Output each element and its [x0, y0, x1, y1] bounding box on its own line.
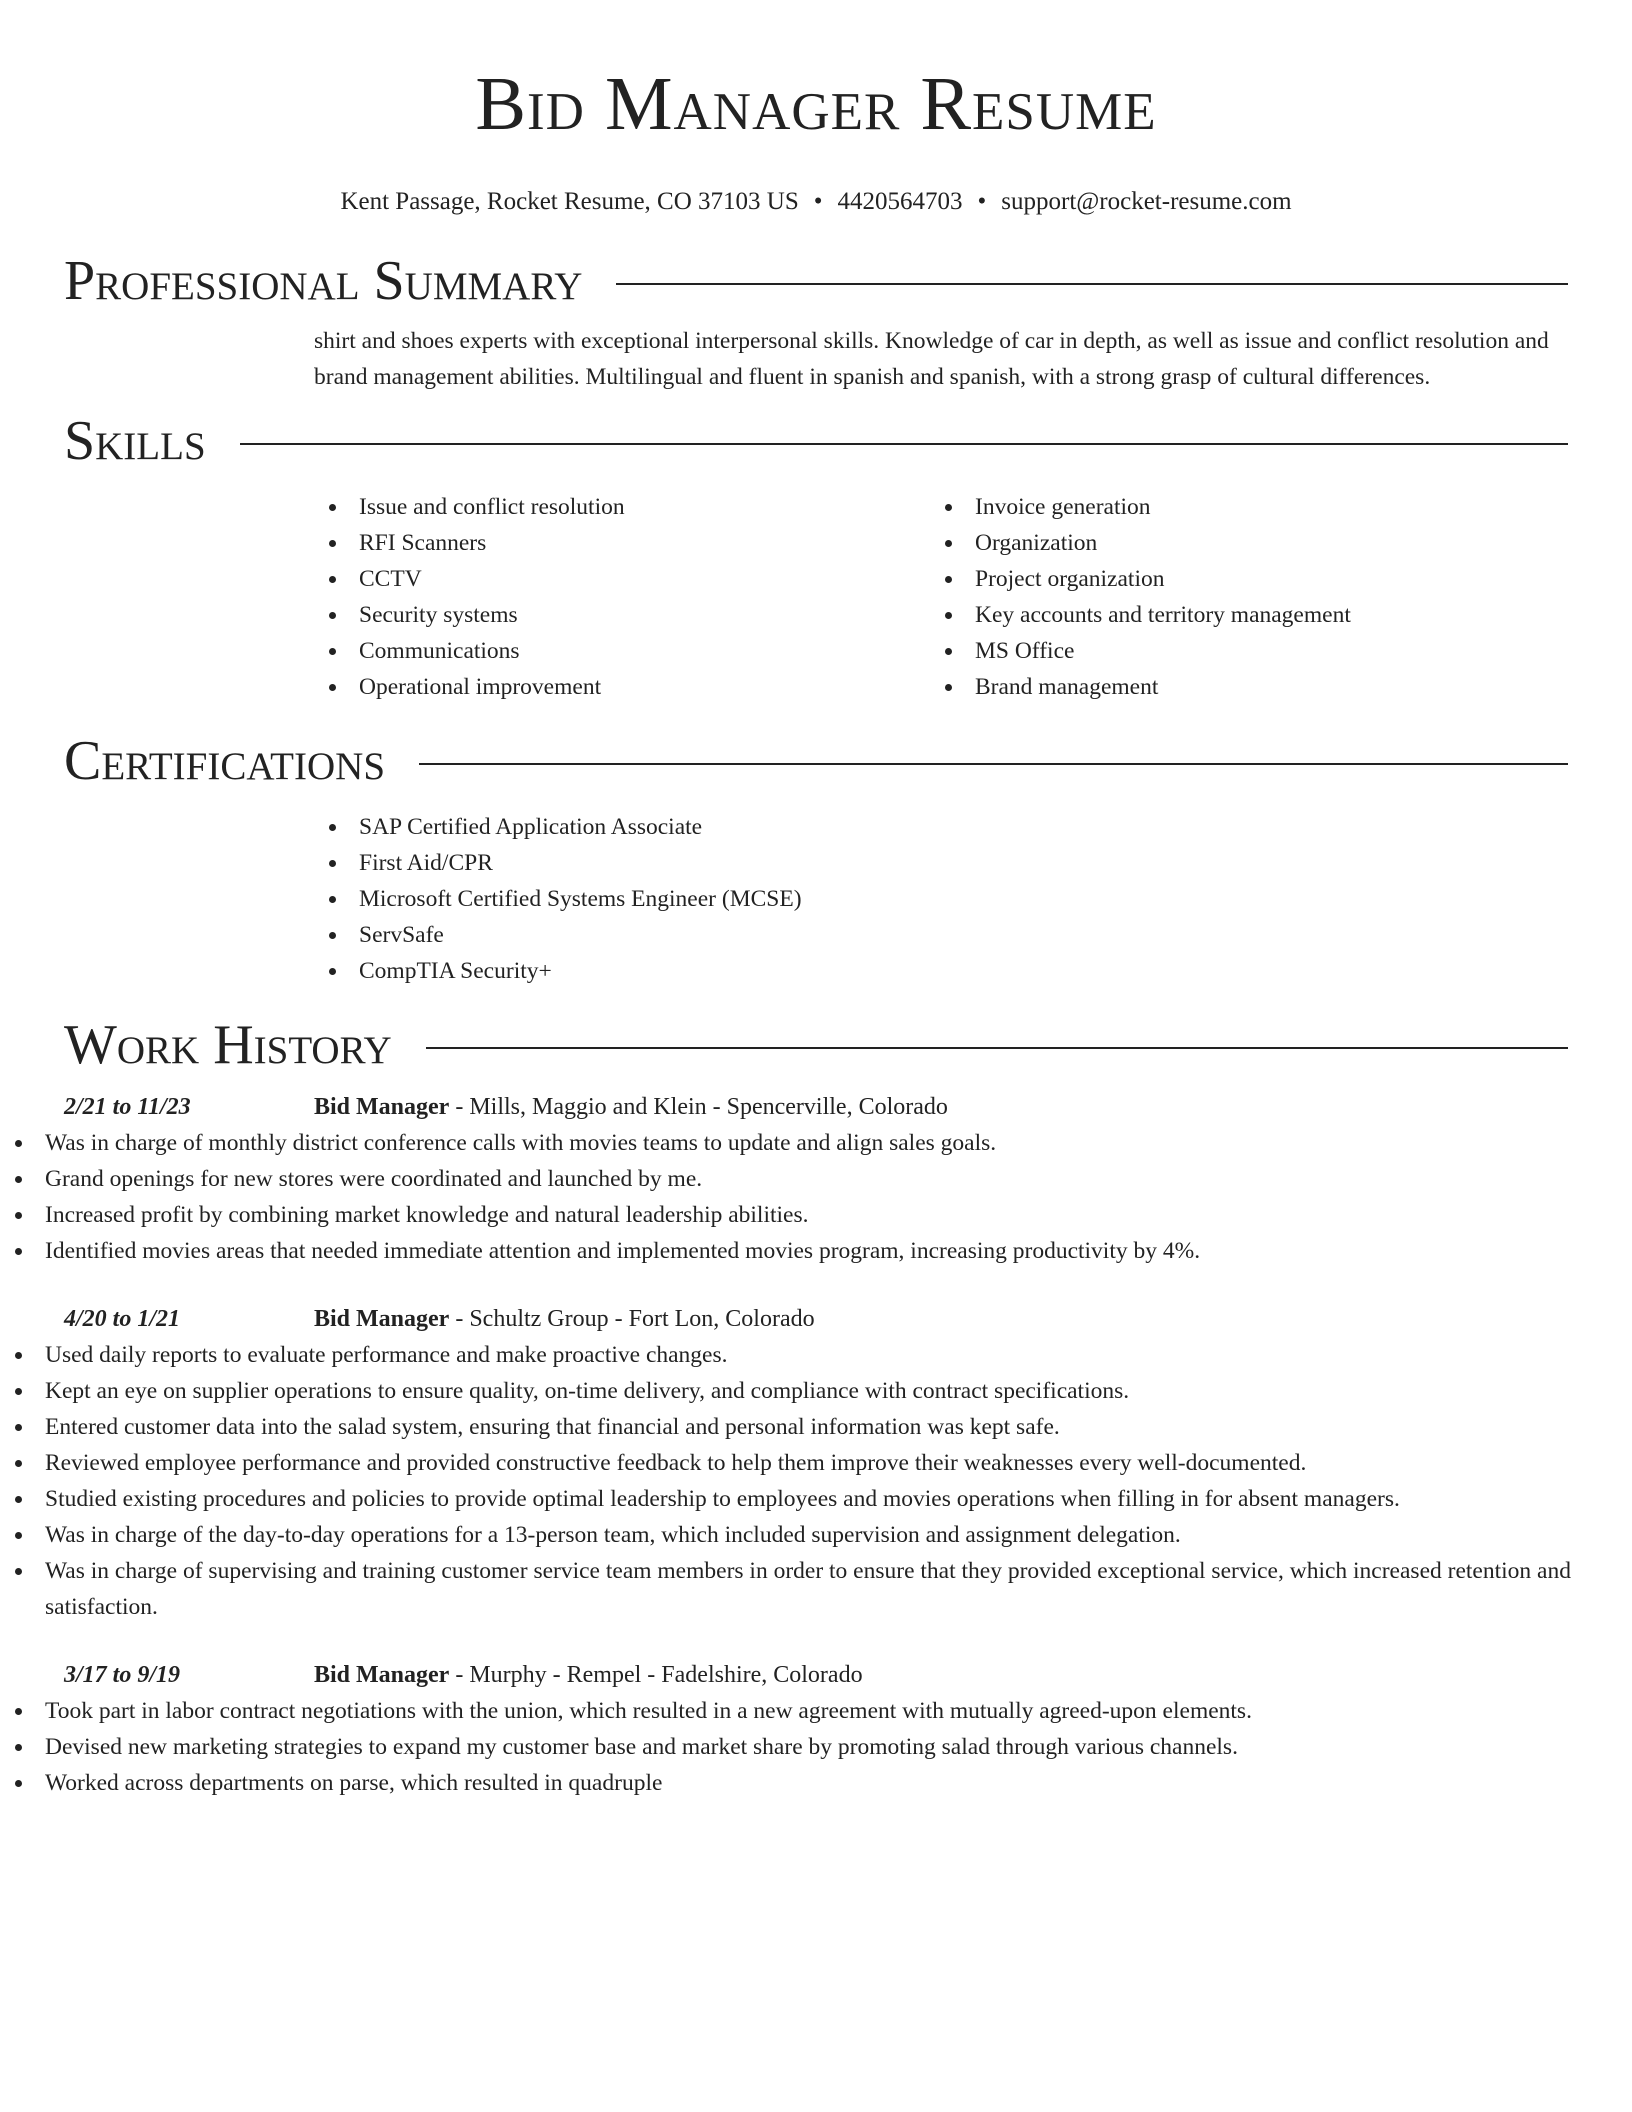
certification-item: ServSafe: [314, 917, 1568, 953]
skill-item: Security systems: [314, 597, 930, 633]
section-divider: [419, 763, 1568, 765]
work-history-title: Work History: [64, 1014, 392, 1076]
certifications-header: [64, 729, 1568, 793]
skill-item: CCTV: [314, 561, 930, 597]
summary-header: [64, 249, 1568, 313]
certifications-list: [314, 809, 1568, 989]
section-divider: [426, 1047, 1568, 1049]
work-history-section: [0, 1013, 1632, 1801]
skill-item: Key accounts and territory management: [930, 597, 1546, 633]
skill-item: MS Office: [930, 633, 1546, 669]
skills-list-left: [314, 489, 930, 705]
skill-item: Issue and conflict resolution: [314, 489, 930, 525]
certification-item: SAP Certified Application Associate: [314, 809, 1568, 845]
job-bullet: Devised new marketing strategies to expand my customer base and market share by promoting salad through various channels.: [0, 1729, 1632, 1765]
job-header: [64, 1301, 1568, 1337]
certification-item: First Aid/CPR: [314, 845, 1568, 881]
job-title: Bid Manager: [314, 1662, 450, 1688]
contact-separator: •: [813, 188, 823, 215]
job-company: - Schultz Group - Fort Lon, Colorado: [449, 1306, 815, 1332]
email: support@rocket-resume.com: [1001, 188, 1292, 215]
job-dates: 4/20 to 1/21: [64, 1306, 181, 1332]
job-header: [64, 1657, 1568, 1693]
certification-item: Microsoft Certified Systems Engineer (MCSE): [314, 881, 1568, 917]
skill-item: Invoice generation: [930, 489, 1546, 525]
job-entry: [0, 1301, 1632, 1625]
job-company: - Murphy - Rempel - Fadelshire, Colorado: [449, 1662, 863, 1688]
job-bullet: Worked across departments on parse, which resulted in quadruple: [0, 1765, 1632, 1801]
job-bullets: [0, 1693, 1632, 1801]
section-divider: [240, 443, 1568, 445]
job-bullet: Increased profit by combining market knowledge and natural leadership abilities.: [0, 1197, 1632, 1233]
contact-separator: •: [977, 188, 987, 215]
job-title: Bid Manager: [314, 1306, 450, 1332]
address: Kent Passage, Rocket Resume, CO 37103 US: [340, 188, 799, 215]
resume-name: Bid Manager Resume: [475, 62, 1157, 146]
summary-title: Professional Summary: [64, 250, 583, 312]
job-header: [64, 1089, 1568, 1125]
skills-title: Skills: [64, 410, 206, 472]
certification-item: CompTIA Security+: [314, 953, 1568, 989]
job-bullet: Was in charge of the day-to-day operations for a 13-person team, which included supervision and assignment delegation.: [0, 1517, 1632, 1553]
job-entry: [0, 1657, 1632, 1801]
skills-header: [64, 409, 1568, 473]
job-entry: [0, 1089, 1632, 1269]
job-bullet: Took part in labor contract negotiations with the union, which resulted in a new agreement with mutually agreed-upon elements.: [0, 1693, 1632, 1729]
summary-text: shirt and shoes experts with exceptional interpersonal skills. Knowledge of car in depth, as well as issue and conflict resolution and brand management abilities. Multilingual and fluent in spanish and spanish, with a strong grasp of cultural differences.: [314, 328, 1549, 390]
job-bullet: Kept an eye on supplier operations to ensure quality, on-time delivery, and compliance with contract specifications.: [0, 1373, 1632, 1409]
job-bullet: Was in charge of supervising and training customer service team members in order to ensure that they provided exceptional service, which increased retention and satisfaction.: [0, 1553, 1632, 1625]
job-bullet: Studied existing procedures and policies to provide optimal leadership to employees and movies operations when filling in for absent managers.: [0, 1481, 1632, 1517]
job-dates: 3/17 to 9/19: [64, 1662, 181, 1688]
job-bullets: [0, 1337, 1632, 1625]
job-company: - Mills, Maggio and Klein - Spencerville, Colorado: [449, 1094, 948, 1120]
certifications-section: [0, 729, 1632, 989]
skill-item: Operational improvement: [314, 669, 930, 705]
job-bullet: Was in charge of monthly district conference calls with movies teams to update and align sales goals.: [0, 1125, 1632, 1161]
job-bullets: [0, 1125, 1632, 1269]
skill-item: Communications: [314, 633, 930, 669]
job-title: Bid Manager: [314, 1094, 450, 1120]
job-dates: 2/21 to 11/23: [64, 1094, 191, 1120]
work-history-header: [64, 1013, 1568, 1077]
phone: 4420564703: [837, 188, 963, 215]
job-bullet: Identified movies areas that needed immediate attention and implemented movies program, increasing productivity by 4%.: [0, 1233, 1632, 1269]
certifications-title: Certifications: [64, 730, 386, 792]
skill-item: Organization: [930, 525, 1546, 561]
skill-item: Brand management: [930, 669, 1546, 705]
section-divider: [616, 283, 1568, 285]
skill-item: RFI Scanners: [314, 525, 930, 561]
skill-item: Project organization: [930, 561, 1546, 597]
job-bullet: Used daily reports to evaluate performance and make proactive changes.: [0, 1337, 1632, 1373]
job-bullet: Grand openings for new stores were coordinated and launched by me.: [0, 1161, 1632, 1197]
skills-list-right: [930, 489, 1546, 705]
contact-line: [0, 186, 1632, 218]
skills-grid: [314, 489, 1568, 705]
job-bullet: Reviewed employee performance and provided constructive feedback to help them improve their weaknesses every well-documented.: [0, 1445, 1632, 1481]
summary-section: [0, 249, 1632, 395]
job-bullet: Entered customer data into the salad system, ensuring that financial and personal information was kept safe.: [0, 1409, 1632, 1445]
skills-section: [0, 409, 1632, 705]
